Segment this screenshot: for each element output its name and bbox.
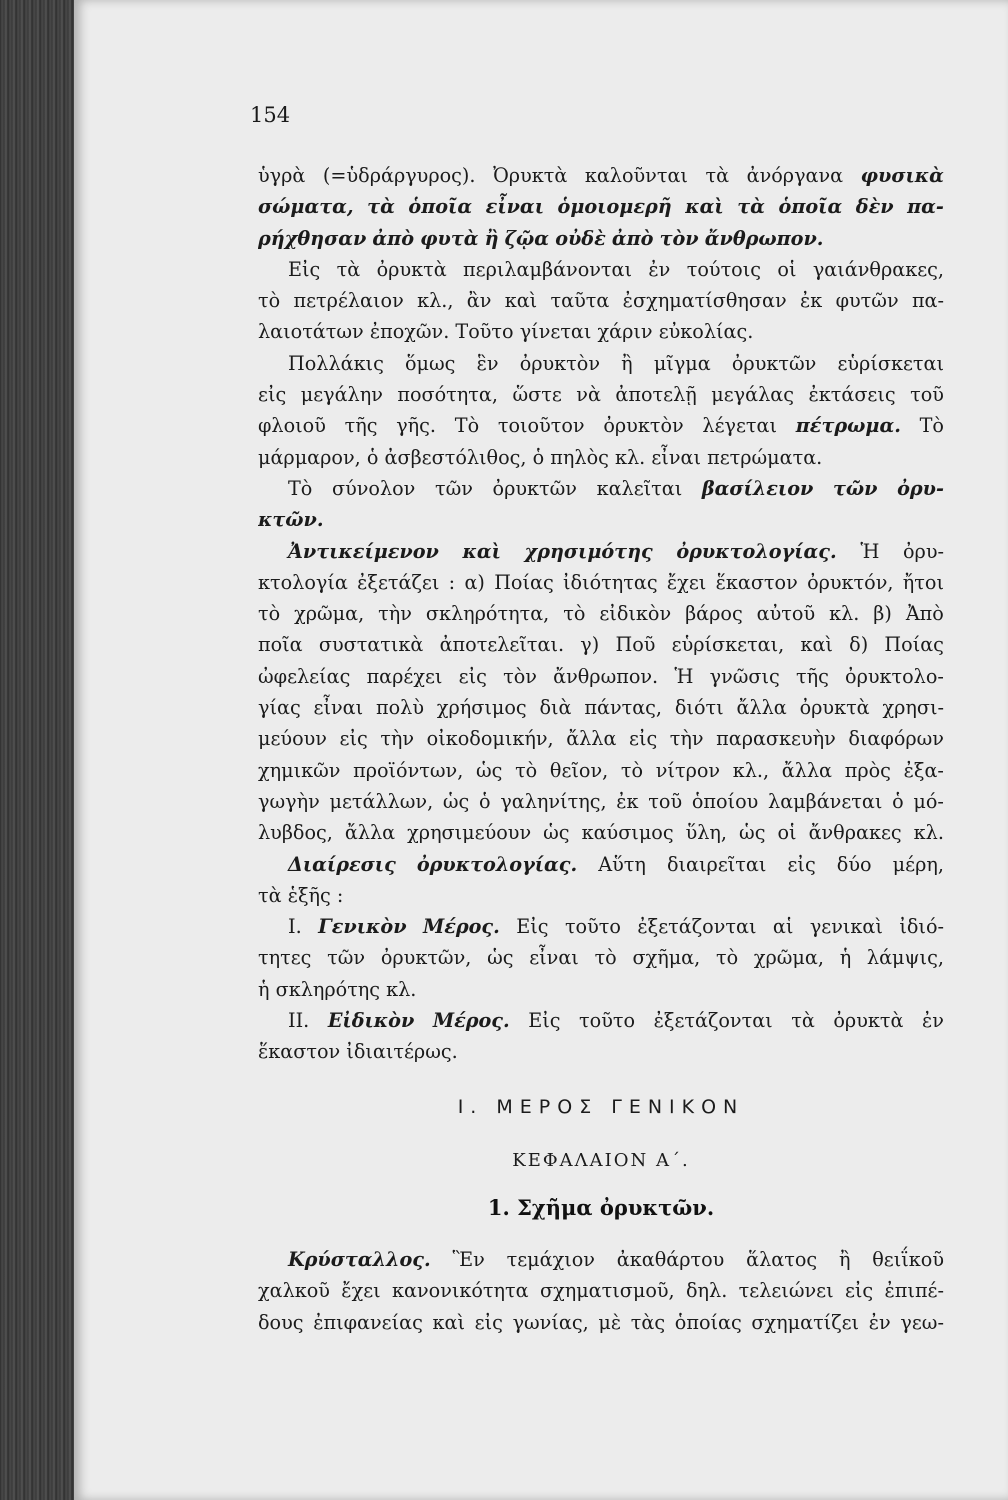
- word: ὡς: [442, 789, 470, 813]
- word: μό-: [913, 789, 944, 813]
- word: καλοῦνται: [584, 164, 688, 187]
- word: ὀρυκτὸν: [603, 414, 684, 438]
- word: Ὀρυκτὰ: [493, 164, 568, 187]
- word: τητες: [258, 946, 312, 970]
- word: ἤτοι: [902, 570, 944, 594]
- word: ἐκτάσεις: [808, 383, 896, 407]
- word: ὥστε: [512, 383, 562, 407]
- word: τῆς: [344, 414, 378, 438]
- word: ὠφελείας: [258, 664, 351, 688]
- word: ἀνόργανα: [746, 164, 844, 187]
- word: ὕλη,: [685, 821, 728, 845]
- word: τοῦ: [648, 789, 683, 813]
- word: αὐτοῦ: [756, 602, 816, 626]
- text-line: [258, 410, 944, 441]
- word: εὑρίσκεται,: [671, 633, 785, 657]
- word: ἓν: [476, 351, 499, 375]
- word: πετρέλαιον: [293, 289, 404, 313]
- word: κτῶν.: [258, 508, 324, 532]
- word: β): [873, 602, 892, 626]
- word: τὰ: [737, 195, 765, 219]
- book-spine-edge: [0, 0, 80, 1500]
- word: ὀρυκτὰ: [833, 1009, 904, 1033]
- text-line: [258, 755, 944, 786]
- word: ὀρυ-: [897, 476, 944, 500]
- word: μῖγμα: [653, 351, 711, 375]
- word: ὁ: [479, 789, 491, 813]
- word: ἰδιότητας: [563, 570, 658, 594]
- word: αἱ: [772, 915, 794, 939]
- word: ὁποῖα: [408, 195, 473, 219]
- text-line: [258, 316, 944, 347]
- word: πετρώματα.: [707, 445, 823, 469]
- word: εἰς: [787, 852, 816, 876]
- word: ἐν: [921, 1009, 944, 1033]
- word: ποσότητα,: [397, 383, 498, 407]
- word: κανονικότητα: [392, 1279, 529, 1303]
- word: γωνίας,: [512, 1310, 589, 1334]
- word: κλ.: [386, 977, 417, 1001]
- word: καὶ: [462, 539, 501, 563]
- text-line: [258, 692, 944, 723]
- word: τοιοῦτον: [497, 414, 585, 438]
- word: τῆς: [795, 664, 829, 688]
- word: ἀπὸ: [611, 226, 654, 250]
- word: Κρύσταλλος.: [288, 1248, 431, 1271]
- word: Ποίας: [494, 570, 554, 594]
- word: τὸ: [620, 758, 644, 782]
- word: τὴν: [378, 602, 412, 626]
- word: ὀρυκτὰ: [799, 696, 870, 720]
- word: χρήσιμος: [436, 696, 527, 720]
- word: Τὸ: [919, 414, 944, 438]
- word: διὰ: [539, 696, 572, 720]
- word: Αὕτη: [598, 852, 646, 876]
- word: ἄλλα: [781, 758, 833, 782]
- text-line: [258, 817, 944, 848]
- word: ρήχθησαν: [258, 226, 367, 250]
- word: τῶν: [434, 476, 473, 500]
- word: τὴν: [380, 727, 415, 751]
- word: τῶν: [327, 946, 366, 970]
- word: εἶναι: [313, 696, 364, 720]
- word: Ἡ: [860, 539, 880, 563]
- word: μετάλλων,: [329, 789, 434, 813]
- word: ὡς: [739, 821, 766, 845]
- word: τοῦτο: [564, 915, 621, 939]
- word: ἐκ: [799, 289, 823, 313]
- word: προϊόντων,: [353, 758, 464, 782]
- word: ἐπιφανείας: [313, 1310, 423, 1334]
- word: :: [448, 570, 456, 594]
- word: II.: [288, 1009, 310, 1033]
- word: ἐξα-: [903, 758, 944, 782]
- part-heading: I. ΜΕΡΟΣ ΓΕΝΙΚΟΝ: [457, 1096, 745, 1118]
- word: ἀποτελεῖται.: [439, 633, 565, 657]
- word: γ): [580, 633, 600, 657]
- word: δους: [258, 1310, 304, 1334]
- word: :: [336, 883, 344, 907]
- word: βάρος: [685, 602, 743, 626]
- word: κλ.,: [417, 289, 454, 313]
- word: ἕκαστον: [715, 570, 798, 594]
- word: τούτοις: [686, 257, 762, 281]
- word: ἐκ: [616, 789, 639, 813]
- word: λαιοτάτων: [258, 320, 364, 344]
- word: Τὸ: [454, 414, 480, 438]
- word: νίτρον: [655, 758, 721, 782]
- word: τὸ: [563, 602, 586, 626]
- text-line: [258, 536, 944, 567]
- text-line: [258, 348, 944, 379]
- word: Ἀπὸ: [905, 602, 944, 626]
- word: τοῦτο: [579, 1009, 636, 1033]
- word: ὁ: [532, 445, 545, 469]
- word: τὰ: [367, 195, 395, 219]
- word: γαιάνθρακες,: [812, 257, 944, 281]
- word: κλ.: [614, 445, 646, 469]
- word: ὡς: [543, 821, 570, 845]
- word: πα-: [907, 195, 944, 219]
- text-line: [258, 598, 944, 629]
- word: I.: [288, 915, 302, 939]
- word: σώματα,: [258, 195, 354, 219]
- word: ἀπὸ: [372, 226, 415, 250]
- word: περιλαμβάνονται: [463, 257, 633, 281]
- word: συστατικὰ: [318, 633, 424, 657]
- word: ἢ: [621, 351, 633, 375]
- word: εἶναι: [529, 946, 579, 970]
- word: τὸ: [715, 946, 739, 970]
- word: ὡς: [487, 946, 514, 970]
- word: τὰ: [336, 257, 361, 281]
- word: καύσιμος: [581, 821, 674, 845]
- text-line: [258, 1307, 944, 1338]
- word: ὀρυ-: [903, 539, 944, 563]
- word: εἶναι: [651, 445, 701, 469]
- word: γίνεται: [519, 320, 592, 344]
- word: εἰδικὸν: [599, 602, 672, 626]
- page-number: 154: [250, 103, 291, 127]
- word: ὀρυκτόν,: [807, 570, 894, 594]
- word: τελειώνει: [738, 1279, 834, 1303]
- word: φυσικὰ: [860, 164, 944, 187]
- text-line: [258, 285, 944, 316]
- word: τὸν: [659, 226, 699, 250]
- word: ὑγρὰ: [258, 164, 306, 187]
- word: Γενικὸν: [318, 915, 407, 939]
- word: πρὸς: [844, 758, 891, 782]
- word: τὸ: [258, 602, 281, 626]
- word: βασίλειον: [701, 476, 814, 500]
- word: παρασκευὴν: [716, 727, 836, 751]
- word: γνῶσις: [709, 664, 780, 688]
- word: μέρη,: [892, 852, 944, 876]
- word: ἄνθρακες: [808, 821, 902, 845]
- word: Εἰδικὸν: [327, 1009, 415, 1033]
- word: Ποίας: [884, 633, 944, 657]
- word: παρέχει: [366, 664, 443, 688]
- word: ὁ: [366, 445, 379, 469]
- word: δύο: [836, 852, 872, 876]
- text-line: [258, 880, 944, 911]
- word: δ): [849, 633, 869, 657]
- word: κτολογία: [258, 570, 348, 594]
- text-line: [258, 629, 944, 660]
- word: ἀποτελῇ: [615, 383, 697, 407]
- word: ἂν: [466, 289, 492, 313]
- word: τοῦ: [910, 383, 944, 407]
- word: ἑξῆς: [287, 883, 331, 907]
- word: λάμψις,: [866, 946, 944, 970]
- word: καλεῖται: [596, 476, 683, 500]
- word: ὀρυκτολογίας.: [416, 852, 578, 876]
- word: σκληρότητα,: [425, 602, 550, 626]
- word: κλ.: [829, 602, 860, 626]
- word: Ἀντικείμενον: [288, 539, 439, 563]
- word: ἐποχῶν.: [369, 320, 450, 344]
- word: ἐν: [868, 1310, 891, 1334]
- text-line: [258, 1005, 944, 1036]
- word: ὡς: [475, 758, 503, 782]
- word: δηλ.: [685, 1279, 728, 1303]
- word: χρησι-: [882, 696, 944, 720]
- text-line: [258, 442, 944, 473]
- word: εὑρίσκεται: [837, 351, 944, 375]
- word: καὶ: [504, 289, 538, 313]
- word: Ἓν: [452, 1248, 485, 1271]
- word: ἔχει: [341, 1279, 381, 1303]
- word: εἰς: [339, 727, 368, 751]
- section-heading: 1. Σχῆμα ὀρυκτῶν.: [487, 1195, 715, 1220]
- text-line: [258, 1244, 944, 1275]
- word: κλ.,: [732, 758, 770, 782]
- word: ὀρυκτὸν: [519, 351, 601, 375]
- word: ἄνθρωπον.: [553, 664, 659, 688]
- word: ἐν: [648, 257, 671, 281]
- word: διαιρεῖται: [666, 852, 767, 876]
- word: μεγάλας: [711, 383, 794, 407]
- word: χρῶμα,: [294, 602, 365, 626]
- word: εἰς: [629, 727, 658, 751]
- word: ὀρυκτολογίας.: [676, 539, 837, 563]
- word: ἐξετάζει: [357, 570, 440, 594]
- word: ἄνθρωπον.: [704, 226, 824, 250]
- text-line: [258, 254, 944, 285]
- word: ὀρυκτῶν: [492, 476, 577, 500]
- word: οἱ: [777, 821, 797, 845]
- word: γίας: [258, 696, 301, 720]
- word: διότι: [674, 696, 724, 720]
- word: θεῖον,: [549, 758, 609, 782]
- word: ἔχει: [666, 570, 707, 594]
- word: οἱ: [777, 257, 797, 281]
- word: ἰδιό-: [899, 915, 944, 939]
- word: κλ.: [913, 821, 944, 845]
- word: Τὸ: [288, 476, 313, 500]
- text-line: [258, 160, 944, 191]
- word: ὀρυκτολο-: [845, 664, 944, 688]
- word: λέγεται: [702, 414, 778, 438]
- word: εἰς: [258, 383, 287, 407]
- word: ἐσχηματίσθησαν: [622, 289, 787, 313]
- word: ποῖα: [258, 633, 303, 657]
- word: τὸν: [503, 664, 537, 688]
- word: πέτρωμα.: [795, 414, 901, 438]
- word: χρησιμότης: [524, 539, 653, 563]
- word: θειΐκοῦ: [872, 1248, 944, 1271]
- word: τὰ: [705, 164, 730, 187]
- word: ἡ: [839, 946, 852, 970]
- word: εἶναι: [485, 195, 544, 219]
- text-line: [258, 786, 944, 817]
- word: Εἰς: [288, 257, 321, 281]
- word: ὁποίου: [691, 789, 759, 813]
- text-line: [258, 1036, 944, 1067]
- word: Τοῦτο: [455, 320, 514, 344]
- word: ἢ: [484, 226, 499, 250]
- word: Εἰς: [516, 915, 549, 939]
- text-line: [258, 911, 944, 942]
- text-line: [258, 942, 944, 973]
- section-body-text: [258, 1244, 944, 1338]
- text-line: [258, 567, 944, 598]
- word: τῶν: [832, 476, 878, 500]
- text-line: [258, 223, 944, 254]
- word: φυτὰ: [420, 226, 479, 250]
- word: νὰ: [576, 383, 601, 407]
- word: εὐκολίας.: [658, 320, 754, 344]
- text-line: [258, 1275, 944, 1306]
- word: φυτῶν: [835, 289, 899, 313]
- text-line: [258, 504, 944, 535]
- word: τὸ: [594, 946, 617, 970]
- text-line: [258, 849, 944, 880]
- word: ὀρυκτῶν: [731, 351, 817, 375]
- word: ὁμοιομερῆ: [557, 195, 672, 219]
- word: Ποῦ: [615, 633, 656, 657]
- word: Διαίρεσις: [288, 852, 396, 876]
- text-line: [258, 379, 944, 410]
- body-text: [258, 160, 944, 1068]
- word: γωγὴν: [258, 789, 320, 813]
- word: ἐξετάζονται: [653, 1009, 773, 1033]
- word: σύνολον: [331, 476, 416, 500]
- word: μὲ: [598, 1310, 622, 1334]
- word: τεμάχιον: [506, 1248, 595, 1271]
- word: ὁποῖα: [778, 195, 843, 219]
- word: ἡ: [258, 977, 270, 1001]
- word: ἄλλα: [344, 821, 396, 845]
- word: καὶ: [800, 633, 833, 657]
- word: Πολλάκις: [288, 351, 384, 375]
- word: γενικαὶ: [809, 915, 883, 939]
- word: τὰ: [258, 883, 282, 907]
- text-line: [258, 191, 944, 222]
- word: γαληνίτης,: [500, 789, 607, 813]
- word: ἕκαστον: [258, 1040, 341, 1064]
- word: (=ὑδράργυρος).: [322, 164, 476, 187]
- text-line: [258, 974, 944, 1005]
- word: ὁποίας: [674, 1310, 742, 1334]
- word: ἢ: [838, 1248, 851, 1271]
- word: ἀσβεστόλιθος,: [384, 445, 527, 469]
- word: εἰς: [458, 664, 487, 688]
- word: ἰδιαιτέρως.: [346, 1040, 458, 1064]
- word: σχηματισμοῦ,: [539, 1279, 675, 1303]
- word: πάντας,: [584, 696, 663, 720]
- word: ἀκαθάρτου: [616, 1248, 725, 1271]
- word: α): [464, 570, 485, 594]
- word: Μέρος.: [422, 915, 500, 939]
- word: μεγάλην: [300, 383, 383, 407]
- word: σχῆμα,: [632, 946, 701, 970]
- word: γεω-: [900, 1310, 944, 1334]
- word: Ἡ: [674, 664, 694, 688]
- word: μεύουν: [258, 727, 327, 751]
- word: φλοιοῦ: [258, 414, 326, 438]
- word: καὶ: [432, 1310, 465, 1334]
- text-line: [258, 661, 944, 692]
- word: τὰ: [791, 1009, 815, 1033]
- word: σχηματίζει: [751, 1310, 860, 1334]
- word: ἐπιπέ-: [884, 1279, 944, 1303]
- word: εἰς: [474, 1310, 503, 1334]
- word: διαφόρων: [848, 727, 944, 751]
- word: τὴν: [669, 727, 704, 751]
- word: τὸ: [258, 289, 281, 313]
- word: χάριν: [597, 320, 653, 344]
- word: καὶ: [685, 195, 724, 219]
- word: πα-: [911, 289, 944, 313]
- word: ἐξετάζονται: [637, 915, 757, 939]
- word: λαμβάνεται: [768, 789, 883, 813]
- word: ταῦτα: [550, 289, 610, 313]
- text-line: [258, 473, 944, 504]
- word: ἄλλα: [566, 727, 617, 751]
- chapter-heading: ΚΕΦΑΛΑΙΟΝ Α΄.: [512, 1150, 690, 1171]
- word: ἅλατος: [746, 1248, 818, 1271]
- word: πολὺ: [376, 696, 424, 720]
- word: ἄλλα: [736, 696, 787, 720]
- word: ὀρυκτῶν,: [380, 946, 472, 970]
- word: πηλὸς: [550, 445, 609, 469]
- word: εἰς: [844, 1279, 874, 1303]
- word: ὅμως: [404, 351, 456, 375]
- word: χρησιμεύουν: [407, 821, 532, 845]
- word: ζῷα: [504, 226, 550, 250]
- word: γῆς.: [396, 414, 437, 438]
- word: χαλκοῦ: [258, 1279, 330, 1303]
- word: τὰς: [630, 1310, 666, 1334]
- word: τὸ: [515, 758, 538, 782]
- word: χρῶμα,: [753, 946, 824, 970]
- word: δὲν: [855, 195, 894, 219]
- word: ὁ: [892, 789, 904, 813]
- word: λυβδος,: [258, 821, 333, 845]
- word: σκληρότης: [275, 977, 381, 1001]
- word: ὀρυκτὰ: [376, 257, 447, 281]
- word: μάρμαρον,: [258, 445, 361, 469]
- word: Εἰς: [528, 1009, 561, 1033]
- text-line: [258, 723, 944, 754]
- word: Μέρος.: [432, 1009, 510, 1033]
- word: οὐδὲ: [555, 226, 606, 250]
- word: οἰκοδομικήν,: [426, 727, 554, 751]
- word: χημικῶν: [258, 758, 341, 782]
